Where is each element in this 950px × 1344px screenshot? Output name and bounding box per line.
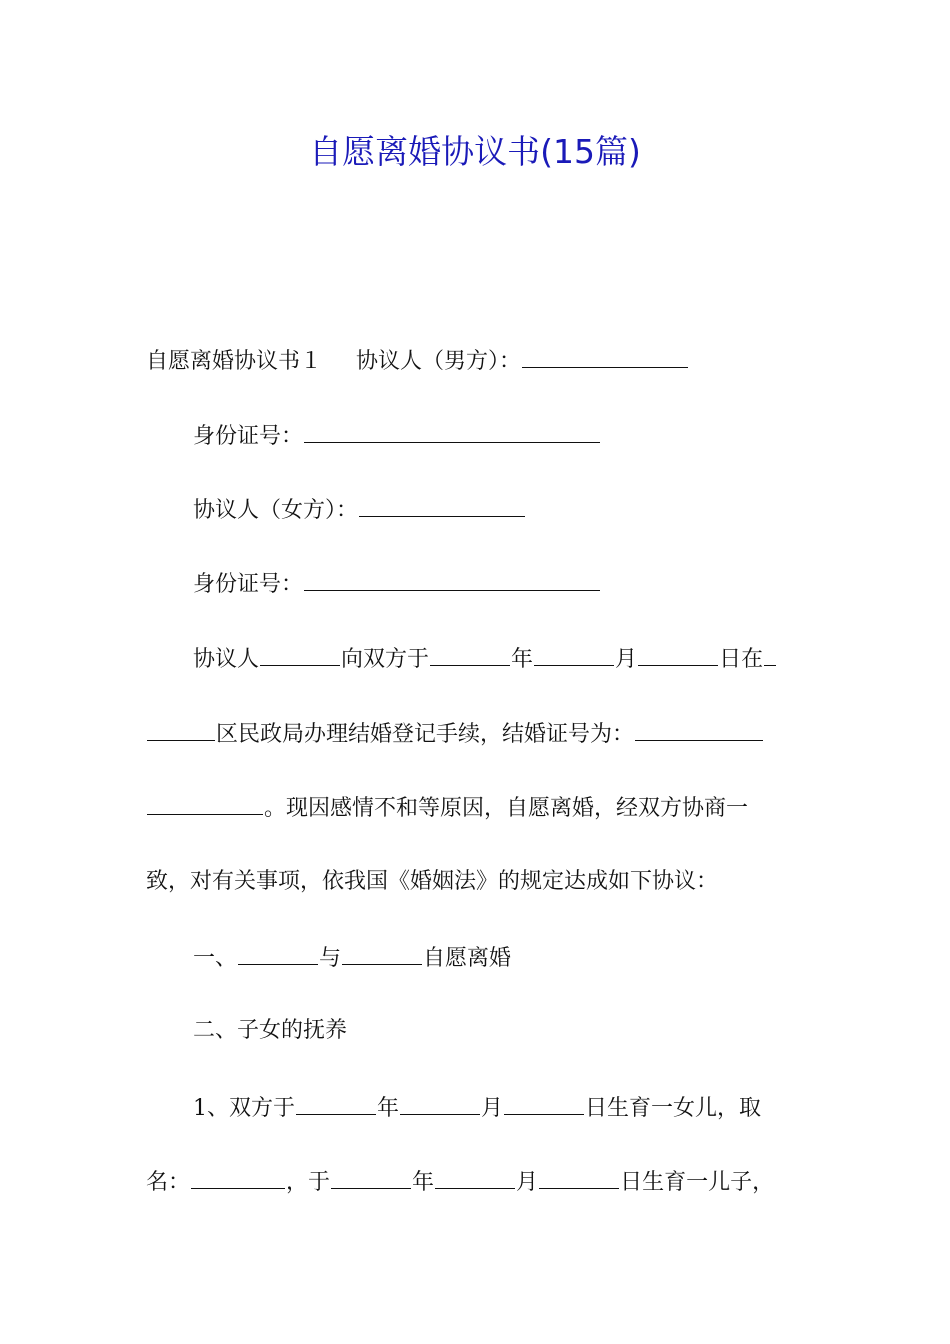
paragraph-line-4 (193, 566, 601, 602)
blank (147, 716, 215, 741)
blank (764, 641, 776, 666)
blank (191, 1164, 285, 1189)
blank (260, 641, 340, 666)
text-segment: 年 (412, 1170, 435, 1195)
female-party-blank (359, 492, 525, 517)
blank (430, 641, 510, 666)
document-title: 自愿离婚协议书(15篇) (309, 132, 641, 171)
blank (400, 1090, 480, 1115)
text-segment: 一、 (193, 946, 238, 971)
text-segment: 年 (511, 647, 534, 672)
female-id-label: 身份证号： (193, 572, 304, 597)
text-segment: ，于 (286, 1170, 331, 1195)
male-id-label: 身份证号： (193, 424, 304, 449)
blank (504, 1090, 584, 1115)
paragraph-line-8 (146, 865, 718, 899)
agreement-heading: 自愿离婚协议书１ (146, 349, 323, 374)
text-segment: 日生育一女儿，取 (585, 1096, 762, 1121)
blank (331, 1164, 411, 1189)
male-id-blank (304, 418, 600, 443)
blank (147, 790, 263, 815)
text-segment: 向双方于 (341, 647, 430, 672)
text-segment: 。现因感情不和等原因，自愿离婚，经双方协商一 (264, 796, 749, 821)
blank (435, 1164, 515, 1189)
paragraph-line-3 (193, 492, 526, 528)
text-segment: 1、双方于 (193, 1096, 295, 1121)
clause-1 (193, 940, 511, 976)
male-party-label: 协议人（男方）： (356, 349, 522, 374)
text-segment: 二、子女的抚养 (193, 1018, 348, 1043)
blank (296, 1090, 376, 1115)
paragraph-line-5 (193, 641, 777, 677)
blank (342, 940, 422, 965)
male-party-blank (522, 343, 688, 368)
clause-2-item-1 (193, 1090, 761, 1126)
blank (534, 641, 614, 666)
text-segment: 日在 (719, 647, 764, 672)
text-segment: 名： (146, 1170, 191, 1195)
text-segment: 致，对有关事项，依我国《婚姻法》的规定达成如下协议： (146, 869, 719, 894)
text-segment: 月 (481, 1096, 504, 1121)
female-party-label: 协议人（女方）： (193, 498, 359, 523)
paragraph-line-7 (146, 790, 748, 826)
paragraph-line-1 (146, 343, 689, 379)
female-id-blank (304, 566, 600, 591)
paragraph-line-6 (146, 716, 764, 752)
clause-2-item-1-cont (146, 1164, 774, 1200)
text-segment: 协议人 (193, 647, 260, 672)
blank (539, 1164, 619, 1189)
text-segment: 年 (377, 1096, 400, 1121)
text-segment: 月 (516, 1170, 539, 1195)
text-segment: 日生育一儿子， (620, 1170, 775, 1195)
clause-2-heading (193, 1014, 347, 1048)
blank (238, 940, 318, 965)
text-segment: 区民政局办理结婚登记手续，结婚证号为： (216, 722, 635, 747)
blank (638, 641, 718, 666)
paragraph-line-2 (193, 418, 601, 454)
text-segment: 自愿离婚 (423, 946, 512, 971)
text-segment: 月 (615, 647, 638, 672)
marriage-cert-blank (635, 716, 763, 741)
text-segment: 与 (319, 946, 342, 971)
